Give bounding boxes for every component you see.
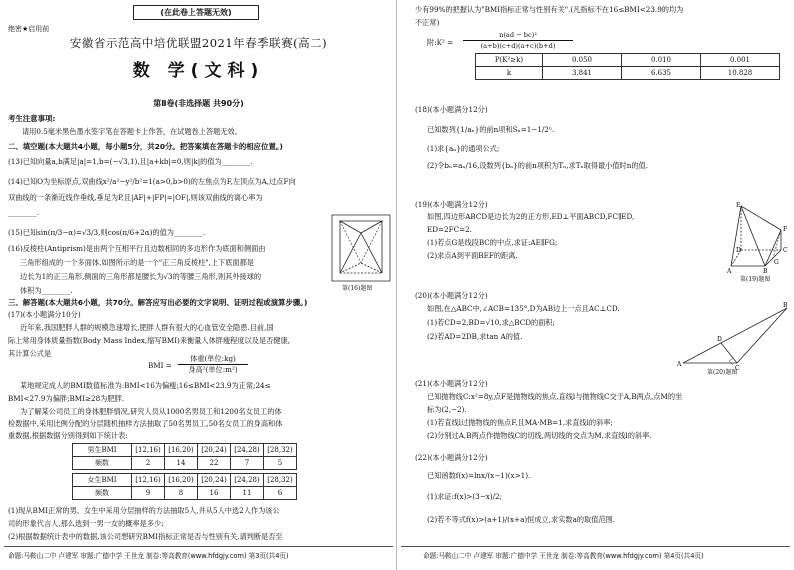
critical-value-table: [475, 53, 780, 80]
table-cell: k: [476, 67, 543, 80]
table-cell: 2: [132, 457, 165, 470]
q16-line2: 三角形组成的一个多面体,如图所示的是一个"正三角反棱柱",上下底面都是: [20, 258, 254, 267]
table-cell: 16: [198, 487, 231, 500]
q17-heading: (17)(本小题满分10分): [8, 310, 81, 319]
table-cell: P(K²≥k): [476, 54, 543, 67]
notice-body: 请用0.5毫米黑色墨水签字笔在答题卡上作答，在试题卷上答题无效。: [22, 127, 242, 136]
table-cell: 0.001: [701, 54, 780, 67]
bmi-formula-denominator: 身高²(单位:m²): [188, 365, 238, 374]
q17-para4: 某地规定成人的BMI数值标准为:BMI<16为偏瘦;16≤BMI<23.9为正常;24≤: [20, 381, 271, 390]
label-B: B: [783, 302, 788, 309]
q22-heading: (22)(本小题满分12分): [415, 453, 488, 462]
label-E: E: [736, 202, 741, 209]
table-cell: 22: [198, 457, 231, 470]
table-cell: 10.828: [701, 67, 780, 80]
k2-prefix: 附:K² =: [427, 38, 454, 47]
fig19-label: 第(19)题图: [740, 276, 771, 283]
table-cell: 6: [264, 487, 297, 500]
table-cell: [16,20): [165, 444, 198, 457]
q19-sub2: (2)求点A到平面BEF的距离.: [427, 251, 518, 260]
label-D: D: [717, 336, 722, 343]
table-cell: [12,16): [132, 444, 165, 457]
fill-heading: 二、填空题(本大题共4小题，每小题5分，共20分。把答案填在答题卡的相应位置。): [8, 142, 283, 151]
table-cell: [28,32): [264, 474, 297, 487]
table-cell: [28,32): [264, 444, 297, 457]
table-cell: 9: [132, 487, 165, 500]
table-cell: 14: [165, 457, 198, 470]
q17-sub1b: 司的形象代言人,那么选到一男一女的概率是多少;: [8, 519, 164, 528]
table-cell: [24,28): [231, 474, 264, 487]
subject-title: 数 学(文科): [132, 61, 265, 81]
q17-para6: 为了解某公司员工的身体肥胖情况,研究人员从1000名男员工和1200名女员工的体: [20, 407, 282, 416]
label-G: G: [774, 259, 779, 266]
fig20-label: 第(20)题图: [707, 369, 738, 376]
notice-heading: 考生注意事项:: [8, 114, 56, 123]
q22-sub1: (1)求证:f(x)>(3−x)/2;: [427, 492, 502, 501]
table-cell: [16,20): [165, 474, 198, 487]
label-D: D: [736, 247, 741, 254]
table-cell: 男生BMI: [73, 444, 132, 457]
male-bmi-table: [72, 443, 297, 470]
q14-line1: (14)已知O为坐标原点,双曲线x²/a²−y²/b²=1(a>0,b>0)的左焦点为F,左顶点为A,过点F向: [8, 177, 296, 186]
q18-sub2: (2)令bₙ=aₙ/16,设数列{bₙ}的前n项积为Tₙ,求Tₙ取得最小值时n的值.: [427, 161, 649, 170]
q14-line3: ________.: [8, 208, 40, 217]
exam-title: 安徽省示范高中培优联盟2021年春季联赛(高二): [69, 36, 328, 50]
q15-text: (15)已知sin(π/3−α)=√3/3,则cos(π/6+2α)的值为________.: [8, 228, 206, 237]
right-page: [397, 0, 794, 570]
q21-line1: 已知抛物线C:x²=8y,点F是抛物线的焦点,直线l与抛物线C交于A,B两点,点M的坐: [427, 392, 683, 401]
antiprism-figure: [330, 213, 392, 283]
label-A: A: [727, 268, 732, 275]
fig16-label: 第(16)题图: [342, 285, 373, 292]
table-row: [73, 487, 297, 500]
table-row: [73, 457, 297, 470]
q17-para8: 重数据,根据数据分别得到如下统计表:: [8, 431, 128, 440]
q21-sub2: (2)分别过A,B两点作抛物线C的切线,两切线的交点为M,求直线l的斜率.: [427, 431, 652, 440]
table-cell: 0.010: [622, 54, 701, 67]
bmi-formula-lhs: BMI =: [148, 361, 172, 370]
table-cell: 5: [264, 457, 297, 470]
table-cell: 3.841: [543, 67, 622, 80]
table-cell: 女生BMI: [73, 474, 132, 487]
q17-para3: 其计算公式是: [8, 349, 52, 358]
table-cell: 11: [231, 487, 264, 500]
label-B: B: [763, 268, 768, 275]
q18-heading: (18)(本小题满分12分): [415, 105, 488, 114]
q17-para1: 近年来,我国肥胖人群的规模急速增长,肥胖人群有很大的心血管安全隐患.目前,国: [20, 323, 274, 332]
label-C: C: [783, 247, 788, 254]
q17-cont-line2: 不正常): [415, 18, 440, 27]
table-row: [476, 54, 780, 67]
k2-numerator: n(ad − bc)²: [463, 30, 573, 41]
q21-heading: (21)(本小题满分12分): [415, 379, 488, 388]
q18-line1: 已知数列{1/aₙ}的前n项和Sₙ=1−1/2ⁿ.: [427, 125, 555, 134]
q19-sub1: (1)若点G是线段BC的中点,求证:AE∥FG;: [427, 238, 558, 247]
q19-line2: ED=2FC=2.: [427, 225, 472, 234]
k2-denominator: (a+b)(c+d)(a+c)(b+d): [480, 42, 556, 50]
q20-heading: (20)(本小题满分12分): [415, 291, 488, 300]
q16-line1: (16)反棱柱(Antiprism)是由两个互相平行且边数相同的多边形作为底面和侧面由: [8, 244, 266, 253]
table-cell: [24,28): [231, 444, 264, 457]
table-cell: [20,24): [198, 474, 231, 487]
secret-label: 绝密★启用前: [8, 25, 50, 33]
q21-sub1: (1)若直线l过抛物线的焦点F,且MA·MB=1,求直线l的斜率;: [427, 418, 613, 427]
notice-box: (在此卷上答题无效): [133, 5, 259, 20]
table-cell: 频数: [73, 457, 132, 470]
q22-line1: 已知函数f(x)=lnx/(x−1)(x>1).: [427, 471, 531, 480]
q16-line4: 体积为________.: [20, 286, 73, 295]
footer-rule: [401, 546, 790, 547]
q17-para7: 检数据中,采用比例分配的分层随机抽样方法抽取了50名男员工,50名女员工的身高和体: [8, 419, 283, 428]
bmi-formula-numerator: 体重(单位:kg): [178, 354, 248, 365]
q20-sub1: (1)若CD=2,BD=√10,求△BCD的面积;: [427, 318, 555, 327]
table-row: [73, 444, 297, 457]
q17-sub1a: (1)现从BMI正常的男、女生中采用分层抽样的方法抽取5人,并从5人中选2人作为该公: [8, 506, 280, 515]
table-cell: [20,24): [198, 444, 231, 457]
q22-sub2: (2)若不等式f(x)>(a+1)/(x+a)恒成立,求实数a的取值范围.: [427, 515, 616, 524]
q18-sub1: (1)求{aₙ}的通项公式;: [427, 144, 500, 153]
label-A: A: [677, 361, 682, 368]
table-row: [476, 67, 780, 80]
q20-line1: 如图,在△ABC中,∠ACB=135°,D为AB边上一点且AC⊥CD.: [427, 304, 620, 313]
q13-text: (13)已知向量a,b满足|a|=1,b=(−√3,1),且|a+kb|=0,则|k|的值为________.: [8, 157, 253, 166]
q17-para5: BMI<27.9为偏胖;BMI≥28为肥胖.: [8, 394, 124, 403]
table-cell: 频数: [73, 487, 132, 500]
table-cell: 0.050: [543, 54, 622, 67]
table-row: [73, 474, 297, 487]
label-C: C: [735, 365, 740, 370]
q20-triangle-figure: [675, 300, 791, 370]
q19-heading: (19)(本小题满分12分): [415, 200, 488, 209]
footer-text: 命题:马鞍山二中 卢建军 审题:广德中学 王世龙 制卷:等高教育(www.hfdgjy.com) 第3页(共4页): [8, 552, 289, 560]
answer-heading: 三、解答题(本大题共6小题，共70分。解答应写出必要的文字说明、证明过程或演算步骤。): [8, 298, 308, 307]
label-F: F: [783, 226, 788, 233]
q17-sub2: (2)根据数据统计表中的数据,该公司想研究BMI指标正常是否与性别有关,请判断是否至: [8, 532, 283, 541]
q21-line2: 标为(2,−2).: [427, 405, 467, 414]
q17-para2: 际上常用身体质量指数(Body Mass Index,缩写BMI)来衡量人体胖瘦程度以及是否健康,: [8, 336, 290, 345]
table-cell: 8: [165, 487, 198, 500]
q19-solid-figure: [727, 200, 789, 276]
q14-line2: 双曲线的一条渐近线作垂线,垂足为P,且|AF|+|FP|=|OF|,则该双曲线的离心率为: [8, 193, 263, 202]
footer-text: 命题:马鞍山二中 卢建军 审题:广德中学 王世龙 制卷:等高教育(www.hfdgjy.com) 第4页(共4页): [423, 552, 704, 560]
table-cell: 7: [231, 457, 264, 470]
footer-rule: [4, 546, 393, 547]
volume-title: 第Ⅱ卷(非选择题 共90分): [153, 99, 244, 108]
table-cell: [12,16): [132, 474, 165, 487]
q16-line3: 边长为1的正三角形,侧面的三角形都是腰长为√3的等腰三角形,则其外接球的: [20, 272, 262, 281]
q17-cont-line1: 少有99%的把握认为"BMI指标正常与性别有关".(凡指标不在16≤BMI<23.9的均为: [415, 5, 684, 14]
q19-line1: 如图,四边形ABCD是边长为2的正方形,ED⊥平面ABCD,FC∥ED,: [427, 212, 635, 221]
table-cell: 6.635: [622, 67, 701, 80]
q20-sub2: (2)若AD=2DB,求tan A的值.: [427, 332, 523, 341]
female-bmi-table: [72, 473, 297, 500]
